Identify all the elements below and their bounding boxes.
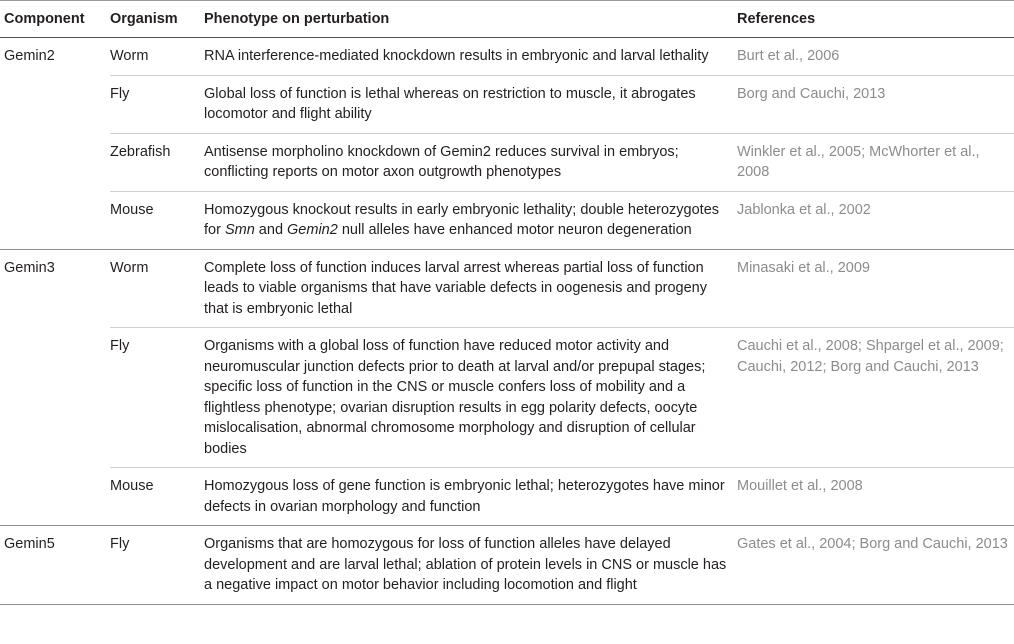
phenotype-cell: Complete loss of function induces larval arrest whereas partial loss of function leads to viable organisms that have variable defects in oogenesis and progeny that is embryonic lethal bbox=[204, 249, 737, 328]
table-row bbox=[0, 468, 1014, 526]
component-cell: Gemin3 bbox=[0, 249, 110, 328]
table-row bbox=[0, 191, 1014, 249]
organism-cell: Worm bbox=[110, 38, 204, 76]
phenotype-cell: Global loss of function is lethal whereas on restriction to muscle, it abrogates locomotor and flight ability bbox=[204, 75, 737, 133]
table-row bbox=[0, 526, 1014, 605]
header-phenotype: Phenotype on perturbation bbox=[204, 1, 737, 38]
table-row bbox=[0, 328, 1014, 468]
component-cell bbox=[0, 133, 110, 191]
phenotype-text: and bbox=[254, 222, 288, 238]
phenotype-cell bbox=[204, 191, 737, 249]
organism-cell: Mouse bbox=[110, 191, 204, 249]
reference-cell: Jablonka et al., 2002 bbox=[737, 191, 1014, 249]
table-body bbox=[0, 38, 1014, 605]
reference-cell: Cauchi et al., 2008; Shpargel et al., 2009; Cauchi, 2012; Borg and Cauchi, 2013 bbox=[737, 328, 1014, 468]
table-row bbox=[0, 38, 1014, 76]
phenotype-cell: Organisms with a global loss of function have reduced motor activity and neuromuscular junction defects prior to death at larval and/or prepupal stages; specific loss of function in the CNS or muscle confers loss of mobility and a flightless phenotype; ovarian disruption results in egg polarity defects, oocyte mislocalisation, abnormal chromosome morphology and disruption of cellular bodies bbox=[204, 328, 737, 468]
organism-cell: Fly bbox=[110, 75, 204, 133]
component-cell: Gemin5 bbox=[0, 526, 110, 605]
gene-name-smn: Smn bbox=[224, 222, 255, 238]
gene-name-gemin2: Gemin2 bbox=[287, 222, 338, 238]
table-header bbox=[0, 1, 1014, 38]
component-cell bbox=[0, 191, 110, 249]
organism-cell: Worm bbox=[110, 249, 204, 328]
phenotype-cell: Homozygous loss of gene function is embryonic lethal; heterozygotes have minor defects in ovarian morphology and function bbox=[204, 468, 737, 526]
reference-cell: Burt et al., 2006 bbox=[737, 38, 1014, 76]
table-row bbox=[0, 133, 1014, 191]
header-component: Component bbox=[0, 1, 110, 38]
component-cell bbox=[0, 328, 110, 468]
reference-cell: Mouillet et al., 2008 bbox=[737, 468, 1014, 526]
header-organism: Organism bbox=[110, 1, 204, 38]
reference-cell: Borg and Cauchi, 2013 bbox=[737, 75, 1014, 133]
organism-cell: Mouse bbox=[110, 468, 204, 526]
organism-cell: Fly bbox=[110, 328, 204, 468]
organism-cell: Fly bbox=[110, 526, 204, 605]
phenotype-text: null alleles have enhanced motor neuron degeneration bbox=[337, 222, 692, 238]
component-cell bbox=[0, 468, 110, 526]
table-row bbox=[0, 249, 1014, 328]
component-cell bbox=[0, 75, 110, 133]
reference-cell: Gates et al., 2004; Borg and Cauchi, 2013 bbox=[737, 526, 1014, 605]
phenotype-cell: RNA interference-mediated knockdown results in embryonic and larval lethality bbox=[204, 38, 737, 76]
reference-cell: Minasaki et al., 2009 bbox=[737, 249, 1014, 328]
table-row bbox=[0, 75, 1014, 133]
reference-cell: Winkler et al., 2005; McWhorter et al., 2008 bbox=[737, 133, 1014, 191]
phenotype-cell: Organisms that are homozygous for loss of function alleles have delayed development and are larval lethal; ablation of protein levels in CNS or muscle has a negative impact on motor behavior including locomotion and flight bbox=[204, 526, 737, 605]
phenotype-cell: Antisense morpholino knockdown of Gemin2 reduces survival in embryos; conflicting reports on motor axon outgrowth phenotypes bbox=[204, 133, 737, 191]
phenotype-text: Homozygous knockout results in early embryonic lethality; double heterozygotes for bbox=[204, 201, 720, 238]
header-row bbox=[0, 1, 1014, 38]
header-references: References bbox=[737, 1, 1014, 38]
organism-cell: Zebrafish bbox=[110, 133, 204, 191]
component-cell: Gemin2 bbox=[0, 38, 110, 76]
